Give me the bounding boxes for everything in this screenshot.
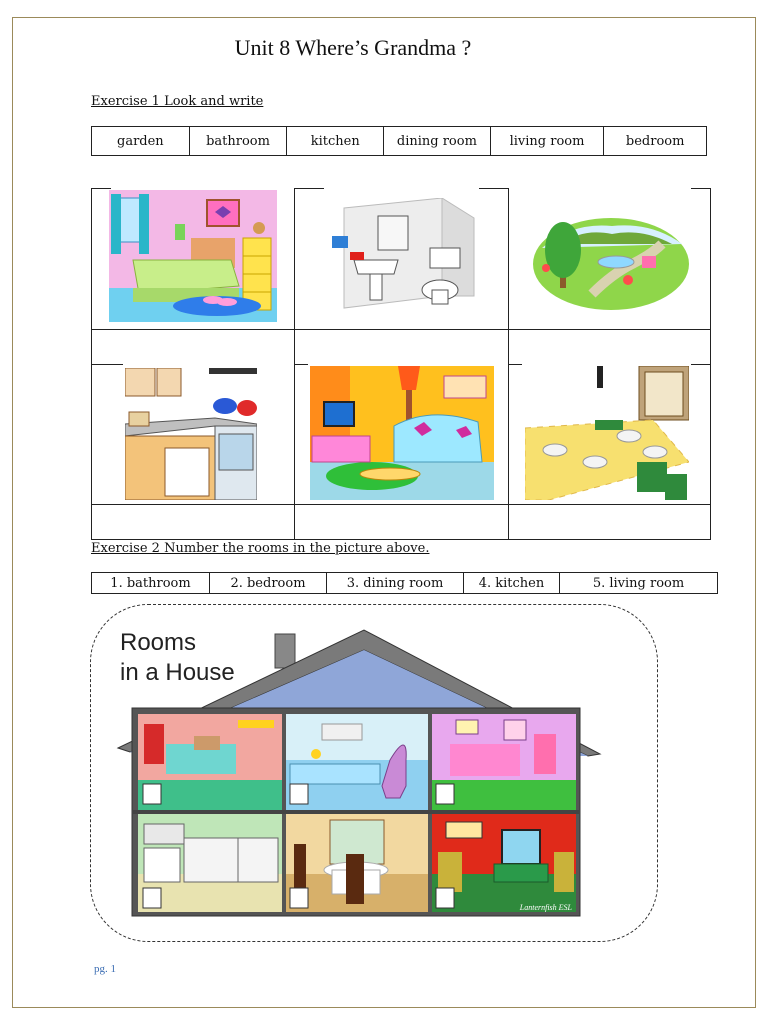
answer-box-3[interactable] <box>436 784 454 804</box>
word-bank-1 <box>91 126 707 156</box>
word-bank-item: dining room <box>384 127 491 155</box>
answer-box-4[interactable] <box>143 888 161 908</box>
word-bank-item: 4. kitchen <box>464 573 560 593</box>
exercise-2-heading: Exercise 2 Number the rooms in the picture above. <box>91 541 430 556</box>
word-bank-item: 3. dining room <box>327 573 464 593</box>
page-number: pg. 1 <box>94 963 116 975</box>
word-bank-item: garden <box>92 127 190 155</box>
word-bank-item: 2. bedroom <box>210 573 327 593</box>
word-bank-item: living room <box>491 127 605 155</box>
answer-box-2[interactable] <box>290 784 308 804</box>
garden-picture <box>532 204 690 314</box>
word-bank-item: bedroom <box>625 133 685 149</box>
living-room-picture <box>310 366 494 500</box>
word-bank-2 <box>91 572 718 594</box>
answer-box-1[interactable] <box>143 784 161 804</box>
exercise-1-heading: Exercise 1 Look and write <box>91 94 264 109</box>
word-bank-item: kitchen <box>287 127 384 155</box>
kitchen-picture <box>125 368 257 500</box>
house-title-line-2: in a House <box>120 659 235 686</box>
picture-grid <box>91 188 711 540</box>
dining-room-picture <box>525 366 689 500</box>
house-title-line-1: Rooms <box>120 629 197 656</box>
bathroom-picture <box>324 198 480 316</box>
word-bank-item: 1. bathroom <box>92 573 210 593</box>
bedroom-picture <box>109 190 277 322</box>
word-bank-item: bathroom <box>190 127 288 155</box>
house-illustration <box>110 624 610 924</box>
answer-box-5[interactable] <box>290 888 308 908</box>
house-credit: Lanternfish ESL <box>519 903 572 912</box>
word-bank-item: 5. living room <box>592 575 685 591</box>
page-title: Unit 8 Where’s Grandma ? <box>234 35 472 60</box>
answer-box-6[interactable] <box>436 888 454 908</box>
